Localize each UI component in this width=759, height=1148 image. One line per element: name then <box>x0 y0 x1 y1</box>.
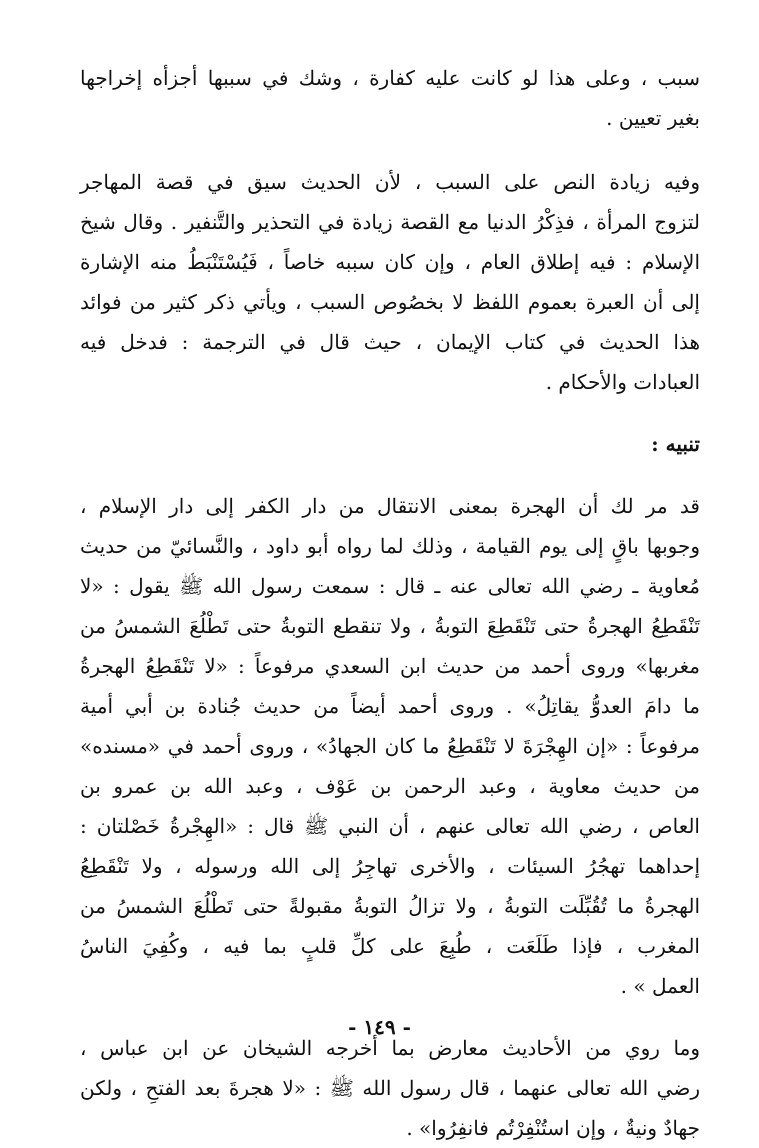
text-line: ما دامَ العدوُّ يقاتِلُ» . وروى أحمد أيضاً من حديث جُنادة بن أبي أمية <box>80 694 700 718</box>
text-line: لتزوج المرأة ، فذِكْرُ الدنيا مع القصة زيادة في التحذير والتَّنفير . وقال شيخ <box>80 210 700 234</box>
text-line: بغير تعيين . <box>606 106 700 130</box>
paragraph-gap <box>80 138 700 162</box>
paragraph-2 <box>80 162 700 402</box>
section-heading: تنبيه : <box>651 432 700 456</box>
text-line: مرفوعاً : «إن الهِجْرَةَ لا تَنْقَطِعُ ما كان الجهادُ» ، وروى أحمد في «مسنده» <box>80 734 700 758</box>
text-line: وجوبها باقٍ إلى يوم القيامة ، وذلك لما رواه أبو داود ، والنَّسائيّ من حديث <box>80 534 701 558</box>
text-line: مغربها» وروى أحمد من حديث ابن السعدي مرفوعاً : «لا تَنْقَطِعُ الهجرةُ <box>80 654 700 678</box>
paragraph-1 <box>80 58 700 138</box>
text-line: العبادات والأحكام . <box>545 370 700 394</box>
text-line: الإسلام : فيه إطلاق العام ، وإن كان سببه خاصاً ، فَيُسْتَنْبَطُ منه الإشارة <box>80 250 700 274</box>
text-line: من حديث معاوية ، وعبد الرحمن بن عَوْف ، وعبد الله بن عمرو بن <box>80 774 700 798</box>
text-line: مُعاوية ـ رضي الله تعالى عنه ـ قال : سمعت رسول الله ﷺ يقول : «لا <box>80 574 700 598</box>
text-line: رضي الله تعالى عنهما ، قال رسول الله ﷺ : «لا هجرةَ بعد الفتحِ ، ولكن <box>80 1076 700 1100</box>
text-line: وما روي من الأحاديث معارض بما أخرجه الشيخان عن ابن عباس ، <box>80 1036 700 1060</box>
text-line: وفيه زيادة النص على السبب ، لأن الحديث سيق في قصة المهاجر <box>80 170 700 194</box>
text-line: قد مر لك أن الهجرة بمعنى الانتقال من دار الكفر إلى دار الإسلام ، <box>80 494 700 518</box>
text-line: هذا الحديث في كتاب الإيمان ، حيث قال في الترجمة : فدخل فيه <box>80 330 700 354</box>
text-line: إلى أن العبرة بعموم اللفظ لا بخصُوص السبب ، ويأتي ذكر كثير من فوائد <box>80 290 700 314</box>
paragraph-3 <box>80 486 700 1006</box>
paragraph-gap <box>80 402 700 424</box>
text-line: إحداهما تهجُرُ السيئات ، والأخرى تهاجِرُ إلى الله ورسوله ، ولا تَنْقَطِعُ <box>80 854 700 878</box>
text-line: المغرب ، فإذا طَلَعَت ، طُبِعَ على كلِّ قلبٍ بما فيه ، وكُفِيَ الناسُ <box>80 934 700 958</box>
paragraph-4 <box>80 1028 700 1148</box>
text-line: جهادٌ ونيةٌ ، وإن استُنْفِرْتُم فانفِرُوا» . <box>406 1116 700 1140</box>
paragraph-gap <box>80 464 700 486</box>
page-number: - ١٤٩ - <box>348 1015 411 1039</box>
text-line: العاص ، رضي الله تعالى عنهم ، أن النبي ﷺ قال : «الهِجْرةُ خَصْلتان : <box>80 814 700 838</box>
text-line: سبب ، وعلى هذا لو كانت عليه كفارة ، وشك في سببها أجزأه إخراجها <box>80 66 700 90</box>
document-page <box>80 58 700 1148</box>
text-line: العمل » . <box>620 974 700 998</box>
text-line: تَنْقَطِعُ الهجرةُ حتى تَنْقَطِعَ التوبةُ ، ولا تنقطع التوبةُ حتى تَطْلُعَ الشمسُ من <box>80 614 700 638</box>
text-line: الهجرةُ ما تُقُبِّلَت التوبةُ ، ولا تزالُ التوبةُ مقبولةً حتى تَطْلُعَ الشمسُ من <box>80 894 700 918</box>
